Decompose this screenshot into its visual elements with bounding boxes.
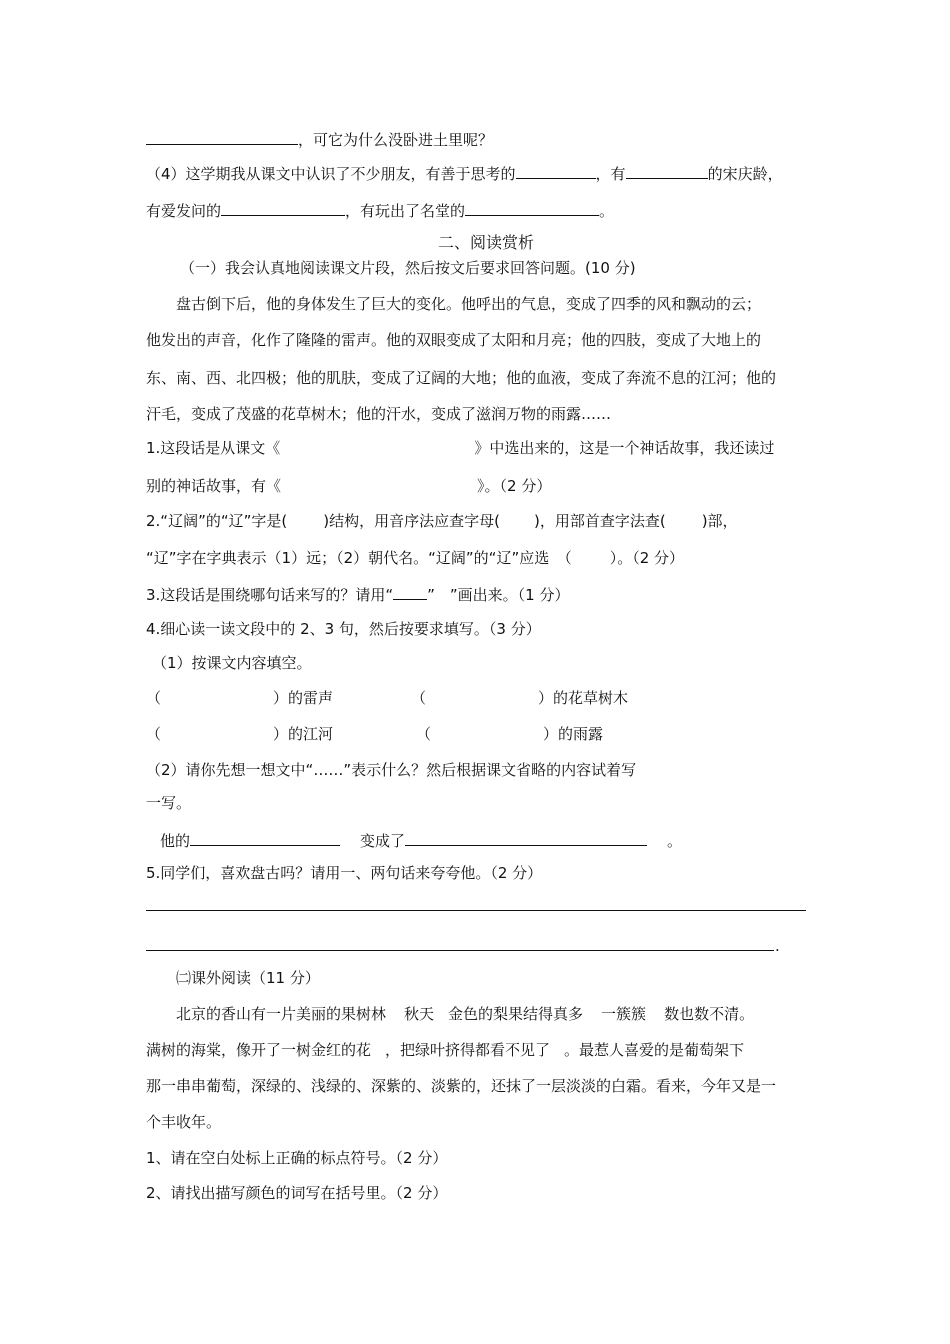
q-text: 》。（2 分） [477, 477, 552, 495]
fill-item [416, 724, 603, 744]
reading-question-2: 2、请找出描写颜色的词写在括号里。（2 分） [146, 1184, 448, 1202]
q-text: 。 [667, 832, 683, 850]
q-text: 》中选出来的，这是一个神话故事，我还读过 [474, 439, 775, 457]
question-4: 4.细心读一读文段中的 2、3 句，然后按要求填写。（3 分） [146, 620, 541, 638]
question-5: 5.同学们，喜欢盘古吗？请用一、两句话来夸夸他。（2 分） [146, 864, 543, 882]
part1-heading: （一）我会认真地阅读课文片段，然后按文后要求回答问题。(10 分) [180, 259, 636, 277]
fill-item [411, 688, 628, 708]
line-text: 。 [599, 202, 615, 220]
fill-line-3 [146, 199, 614, 221]
reading-question-1: 1、请在空白处标上正确的标点符号。（2 分） [146, 1149, 448, 1167]
fill-line-1 [146, 128, 493, 150]
line-text: ，有 [595, 165, 626, 183]
question-3 [146, 583, 569, 605]
line-text: ，有玩出了名堂的 [345, 202, 466, 220]
q-text: 3.这段话是围绕哪句话来写的？请用“ [146, 586, 394, 604]
q-text: )结构，用音序法应查字母( [323, 512, 500, 530]
fill-line-2 [146, 162, 783, 184]
question-1-cont [146, 476, 551, 496]
part2-heading: ㈡课外阅读（11 分） [176, 969, 320, 987]
q-text: 别的神话故事，有《 [146, 477, 282, 495]
r-text: 北京的香山有一片美丽的果树林 [176, 1005, 387, 1023]
reading-line [146, 1040, 744, 1060]
bracket: （ [416, 725, 432, 743]
q-text: ）。（2 分） [609, 549, 685, 567]
question-4-part2-cont: 一写。 [146, 794, 192, 812]
reading-line: 个丰收年。 [146, 1113, 222, 1131]
r-text: 满树的海棠，像开了一树金红的花 [146, 1041, 372, 1059]
r-text: ，把绿叶挤得都看不见了 [385, 1041, 551, 1059]
bracket: （ [411, 689, 427, 707]
blank-line[interactable] [626, 162, 708, 179]
bracket: （ [146, 689, 162, 707]
line-text: ，可它为什么没卧进土里呢？ [298, 131, 494, 149]
r-text: 一簇簇 [601, 1005, 647, 1023]
q-text: 2.“辽阔”的“辽”字是( [146, 512, 288, 530]
question-2-cont [146, 548, 684, 568]
reading-line: 那一串串葡萄，深绿的、浅绿的、深紫的、淡紫的，还抹了一层淡淡的白霜。看来，今年又是一 [146, 1077, 777, 1095]
answer-line[interactable] [146, 950, 774, 951]
period-mark: . [775, 937, 780, 955]
fill-label: ）的雷声 [273, 689, 334, 707]
question-4-write [160, 829, 682, 851]
q-text: 变成了 [360, 832, 406, 850]
question-1 [146, 438, 774, 458]
section-title: 二、阅读赏析 [438, 233, 535, 252]
q-text: )部， [701, 512, 738, 530]
r-text: 金色的梨果结得真多 [448, 1005, 584, 1023]
question-4-part2: （2）请你先想一想文中“……”表示什么？然后根据课文省略的内容试着写 [146, 761, 637, 779]
r-text: 秋天 [404, 1005, 435, 1023]
fill-item [146, 688, 333, 708]
fill-label: ）的雨露 [543, 725, 604, 743]
q-text: “辽”字在字典表示（1）远；（2）朝代名。“辽阔”的“辽”应选 （ [146, 549, 572, 567]
passage-line: 汗毛，变成了茂盛的花草树木；他的汗水，变成了滋润万物的雨露…… [146, 405, 612, 423]
r-text: 数也数不清。 [664, 1005, 755, 1023]
blank-line[interactable] [465, 199, 599, 216]
question-4-part1: （1）按课文内容填空。 [152, 654, 312, 672]
q-text: ” ”画出来。（1 分） [427, 586, 570, 604]
reading-line [176, 1004, 754, 1024]
blank-line[interactable] [516, 162, 596, 179]
blank-line[interactable] [405, 829, 647, 846]
blank-line[interactable] [190, 829, 340, 846]
fill-label: ）的花草树木 [538, 689, 629, 707]
q-text: 1.这段话是从课文《 [146, 439, 281, 457]
fill-label: ）的江河 [273, 725, 334, 743]
bracket: （ [146, 725, 162, 743]
underline-sample [393, 583, 427, 600]
passage-line: 盘古倒下后，他的身体发生了巨大的变化。他呼出的气息，变成了四季的风和飘动的云； [176, 295, 762, 313]
q-text: 他的 [160, 832, 191, 850]
line-text: 有爱发问的 [146, 202, 222, 220]
r-text: 。最惹人喜爱的是葡萄架下 [564, 1041, 745, 1059]
line-text: 的宋庆龄， [707, 165, 783, 183]
answer-line[interactable] [146, 910, 806, 911]
fill-item [146, 724, 333, 744]
blank-line[interactable] [146, 128, 298, 145]
q-text: )，用部首查字法查( [533, 512, 666, 530]
line-text: （4）这学期我从课文中认识了不少朋友，有善于思考的 [146, 165, 516, 183]
blank-line[interactable] [221, 199, 345, 216]
passage-line: 他发出的声音，化作了隆隆的雷声。他的双眼变成了太阳和月亮；他的四肢，变成了大地上的 [146, 331, 762, 349]
question-2 [146, 511, 738, 531]
passage-line: 东、南、西、北四极；他的肌肤，变成了辽阔的大地；他的血液，变成了奔流不息的江河；他的 [146, 369, 777, 387]
